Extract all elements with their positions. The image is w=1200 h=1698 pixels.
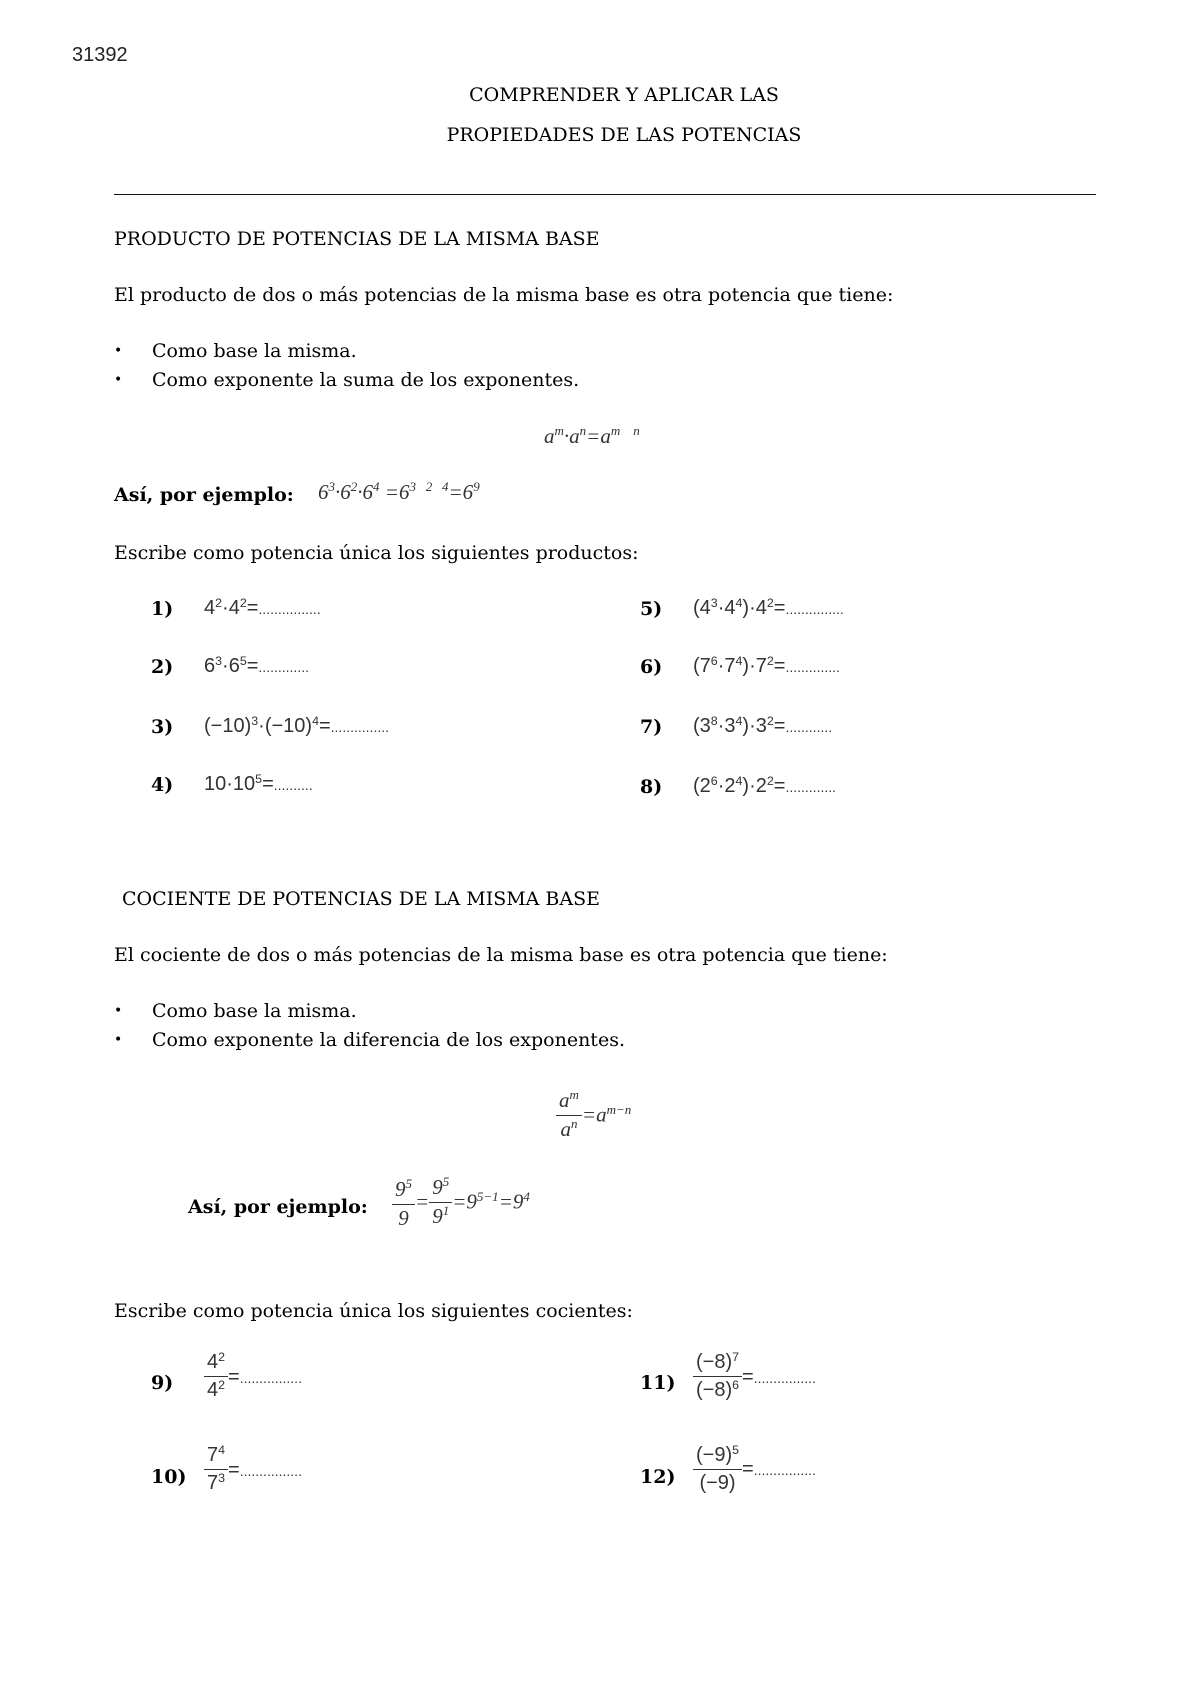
page-title-line2: PROPIEDADES DE LAS POTENCIAS [446, 124, 802, 146]
section-heading-cociente: COCIENTE DE POTENCIAS DE LA MISMA BASE [122, 888, 601, 910]
cociente-instruction: Escribe como potencia única los siguientes cocientes: [114, 1300, 633, 1322]
cociente-intro: El cociente de dos o más potencias de la misma base es otra potencia que tiene: [114, 944, 888, 966]
exercise-9-answer-blank[interactable]: ................ [239, 1369, 302, 1386]
exercise-3-label: 3) [151, 716, 174, 738]
exercise-8-answer-blank[interactable]: ............. [785, 779, 837, 795]
exercise-11-label: 11) [640, 1372, 676, 1394]
exercise-8-expression: $(2^6\cdot 2^4)\cdot 2^2=$............. [693, 773, 837, 797]
page-title-line1: COMPRENDER Y APLICAR LAS [469, 84, 779, 106]
producto-bullet-2: • Como exponente la suma de los exponentes. [114, 369, 580, 391]
exercise-12-expression: $\frac{(-9)^5}{(-9)}$ =................ [693, 1443, 816, 1496]
exercise-7-expression: $(3^8\cdot 3^4)\cdot 3^2=$............ [693, 713, 833, 737]
exercise-3-expression: $(-10)^3\cdot(-10)^4=$............... [204, 713, 390, 737]
exercise-2-label: 2) [151, 656, 174, 678]
cociente-formula: $\frac{a^m}{a^n}$ $=a^{m-n}$ [556, 1088, 631, 1145]
exercise-5-label: 5) [640, 598, 663, 620]
exercise-10-answer-blank[interactable]: ................ [239, 1462, 302, 1479]
cociente-example-formula: $\frac{9^5}{9}$ = $\frac{9^5}{9^1}$ $=9^{5-1}=9^4$ [392, 1175, 530, 1232]
exercise-1-answer-blank[interactable]: ................ [258, 601, 321, 617]
exercise-9-expression: $\frac{4^2}{4^2}$ =................ [204, 1350, 302, 1405]
exercise-5-answer-blank[interactable]: ............... [785, 601, 844, 617]
section-heading-producto: PRODUCTO DE POTENCIAS DE LA MISMA BASE [114, 228, 600, 250]
exercise-2-expression: $6^3\cdot 6^5=$............. [204, 653, 309, 677]
exercise-12-label: 12) [640, 1466, 676, 1488]
exercise-6-expression: $(7^6\cdot 7^4)\cdot 7^2=$.............. [693, 653, 840, 677]
exercise-10-label: 10) [151, 1466, 187, 1488]
producto-example-formula: $6^3\cdot 6^2\cdot 6^4 =6^{3 2 4}=6^9$ [318, 479, 480, 504]
exercise-7-answer-blank[interactable]: ............ [785, 719, 833, 735]
producto-formula: $a^m\cdot a^n=a^{m n}$ [544, 423, 640, 448]
exercise-10-expression: $\frac{7^4}{7^3}$ =................ [204, 1443, 302, 1498]
producto-bullet-1: • Como base la misma. [114, 340, 357, 362]
exercise-1-expression: $4^2\cdot 4^2=$................ [204, 595, 321, 619]
producto-instruction: Escribe como potencia única los siguientes productos: [114, 542, 639, 564]
exercise-4-expression: $10\cdot 10^5=$.......... [204, 771, 313, 795]
exercise-12-answer-blank[interactable]: ................ [753, 1461, 816, 1478]
exercise-7-label: 7) [640, 716, 663, 738]
producto-example-label: Así, por ejemplo: [114, 484, 294, 506]
producto-intro: El producto de dos o más potencias de la misma base es otra potencia que tiene: [114, 284, 894, 306]
exercise-9-label: 9) [151, 1372, 174, 1394]
exercise-4-answer-blank[interactable]: .......... [273, 777, 313, 793]
title-divider [114, 194, 1096, 195]
exercise-6-label: 6) [640, 656, 663, 678]
exercise-11-expression: $\frac{(-8)^7}{(-8)^6}$ =................ [693, 1350, 816, 1405]
exercise-3-answer-blank[interactable]: ............... [330, 719, 390, 735]
document-id: 31392 [72, 44, 128, 66]
exercise-1-label: 1) [151, 598, 174, 620]
cociente-example-label: Así, por ejemplo: [188, 1196, 368, 1218]
exercise-11-answer-blank[interactable]: ................ [753, 1369, 816, 1386]
exercise-6-answer-blank[interactable]: .............. [785, 659, 840, 675]
exercise-5-expression: $(4^3\cdot 4^4)\cdot 4^2=$............... [693, 595, 844, 619]
cociente-bullet-1: • Como base la misma. [114, 1000, 357, 1022]
cociente-bullet-2: • Como exponente la diferencia de los exponentes. [114, 1029, 625, 1051]
exercise-8-label: 8) [640, 776, 663, 798]
exercise-2-answer-blank[interactable]: ............. [258, 659, 309, 675]
exercise-4-label: 4) [151, 774, 174, 796]
